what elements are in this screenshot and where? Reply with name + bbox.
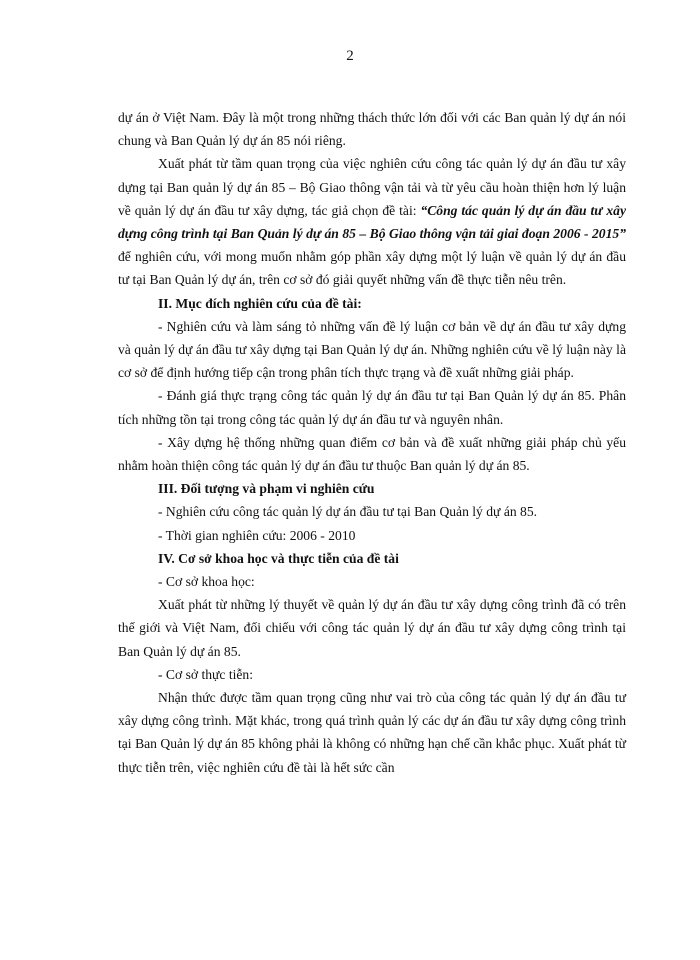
document-body: [118, 106, 626, 779]
science-basis-label: - Cơ sở khoa học:: [158, 574, 255, 590]
section-heading-scope: III. Đối tượng và phạm vi nghiên cứu: [158, 481, 375, 497]
thesis-title: “Công tác quản lý dự án đầu tư xây dựng công trình tại Ban Quản lý dự án 85 – Bộ Giao thông vận tải giai đoạn 2006 - 2015”: [118, 202, 627, 242]
scope-item-1: - Nghiên cứu công tác quản lý dự án đầu tư tại Ban Quản lý dự án 85.: [158, 504, 538, 520]
practice-basis-label: - Cơ sở thực tiễn:: [158, 666, 253, 682]
practice-basis-text: Nhận thức được tầm quan trọng cũng như vai trò của công tác quản lý dự án đầu tư xây dựng công trình. Mặt khác, trong quá trình quản lý các dự án đầu tư xây dựng công trình tại Ban Quản lý dự án 85 không phải là không có những hạn chế cần khắc phục. Xuất phát từ thực tiễn trên, việc nghiên cứu đề tài là hết sức cần: [118, 690, 626, 775]
scope-item-2: - Thời gian nghiên cứu: 2006 - 2010: [158, 527, 356, 543]
section-heading-purpose: II. Mục đích nghiên cứu của đề tài:: [158, 295, 362, 311]
topic-origin-text-end: để nghiên cứu, với mong muốn nhằm góp phần xây dựng một lý luận về quản lý dự án đầu tư tại Ban Quản lý dự án, trên cơ sở đó giải quyết những vấn đề thực tiễn nêu trên.: [118, 249, 626, 288]
purpose-item-3: - Xây dựng hệ thống những quan điểm cơ bản và đề xuất những giải pháp chủ yếu nhằm hoàn thiện công tác quản lý dự án đầu tư thuộc Ban quản lý dự án 85.: [118, 434, 626, 474]
topic-origin-text: Xuất phát từ tầm quan trọng của việc nghiên cứu công tác quản lý dự án đầu tư xây dựng tại Ban quản lý dự án 85 – Bộ Giao thông vận tải và từ yêu cầu hoàn thiện hơn lý luận về quản lý dự án đầu tư xây dựng, tác giả chọn đề tài:: [118, 156, 626, 218]
paragraph-intro-continuation: dự án ở Việt Nam. Đây là một trong những thách thức lớn đối với các Ban quản lý dự án nói chung và Ban Quản lý dự án 85 nói riêng.: [118, 110, 626, 149]
purpose-item-2: - Đánh giá thực trạng công tác quản lý dự án đầu tư tại Ban Quản lý dự án 85. Phân tích những tồn tại trong công tác quản lý dự án đầu tư và nguyên nhân.: [118, 388, 626, 427]
section-heading-basis: IV. Cơ sở khoa học và thực tiễn của đề tài: [158, 550, 399, 566]
purpose-item-1: - Nghiên cứu và làm sáng tỏ những vấn đề lý luận cơ bản về dự án đầu tư xây dựng và quản lý dự án đầu tư xây dựng tại Ban Quản lý dự án. Những nghiên cứu về lý luận này là cơ sở để định hướng tiếp cận trong phân tích thực trạng và đề xuất những giải pháp.: [118, 318, 626, 381]
page-number: 2: [346, 48, 354, 64]
paragraph-topic-origin: [118, 152, 626, 291]
science-basis-text: Xuất phát từ những lý thuyết về quản lý dự án đầu tư xây dựng công trình đã có trên thế giới và Việt Nam, đối chiếu với công tác quản lý dự án đầu tư xây dựng công trình tại Ban Quản lý dự án 85.: [118, 597, 626, 659]
